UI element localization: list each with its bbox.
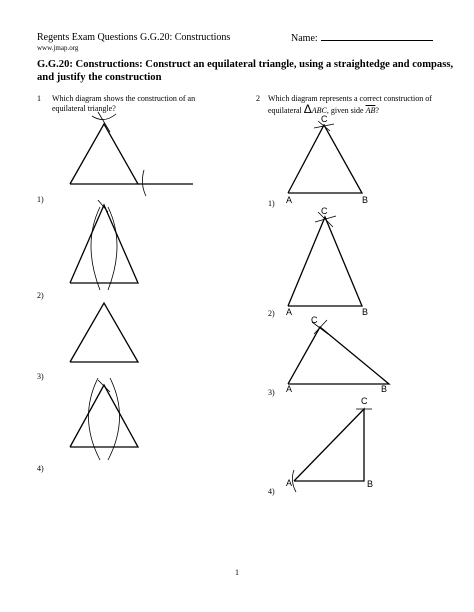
q2-d4-vertex-b: B: [367, 479, 374, 489]
q2-option-1-label[interactable]: 1): [268, 199, 275, 208]
q2-text-end: ?: [375, 106, 379, 115]
name-label: Name:: [291, 33, 318, 44]
q2-d3-vertex-a: A: [286, 384, 293, 394]
q2-d2-vertex-c: C: [321, 206, 328, 216]
q2-d2-vertex-a: A: [286, 307, 293, 317]
q2-text-line1: Which diagram represents a correct construction of: [268, 94, 432, 103]
q2-text-pre: equilateral: [268, 106, 302, 115]
q2-d1-vertex-c: C: [321, 114, 328, 124]
section-heading: G.G.20: Constructions: Construct an equilateral triangle, using a straightedge and compass, and justify the construction: [37, 59, 454, 83]
q2-d3-vertex-b: B: [381, 384, 388, 394]
q2-d4-vertex-a: A: [286, 478, 293, 488]
q1-number: 1: [37, 94, 41, 103]
q2-option-4-label[interactable]: 4): [268, 487, 275, 496]
q2-d4-vertex-c: C: [361, 396, 368, 406]
q2-option-3-label[interactable]: 3): [268, 388, 275, 397]
q2-number: 2: [256, 94, 260, 103]
q2-d3-vertex-c: C: [311, 315, 318, 325]
q2-d1-vertex-a: A: [286, 195, 293, 205]
page-number: 1: [235, 568, 239, 577]
triangle-symbol: Δ: [303, 102, 312, 116]
q2-option-2-label[interactable]: 2): [268, 309, 275, 318]
worksheet-title: Regents Exam Questions G.G.20: Constructions: [37, 32, 231, 43]
site-url: www.jmap.org: [37, 44, 79, 52]
q1-option-4-label[interactable]: 4): [37, 464, 44, 473]
q1-text: Which diagram shows the construction of an equilateral triangle?: [52, 94, 196, 113]
q1-option-3-label[interactable]: 3): [37, 372, 44, 381]
side-name: $\overline{AB}$: [365, 106, 376, 115]
triangle-shape: [294, 409, 364, 481]
q2-d2-vertex-b: B: [362, 307, 369, 317]
q2-text-mid: , given side: [326, 106, 364, 115]
q2-d1-vertex-b: B: [362, 195, 369, 205]
q1-option-1-label[interactable]: 1): [37, 195, 44, 204]
triangle-name: ABC: [311, 106, 327, 115]
q1-option-2-label[interactable]: 2): [37, 291, 44, 300]
